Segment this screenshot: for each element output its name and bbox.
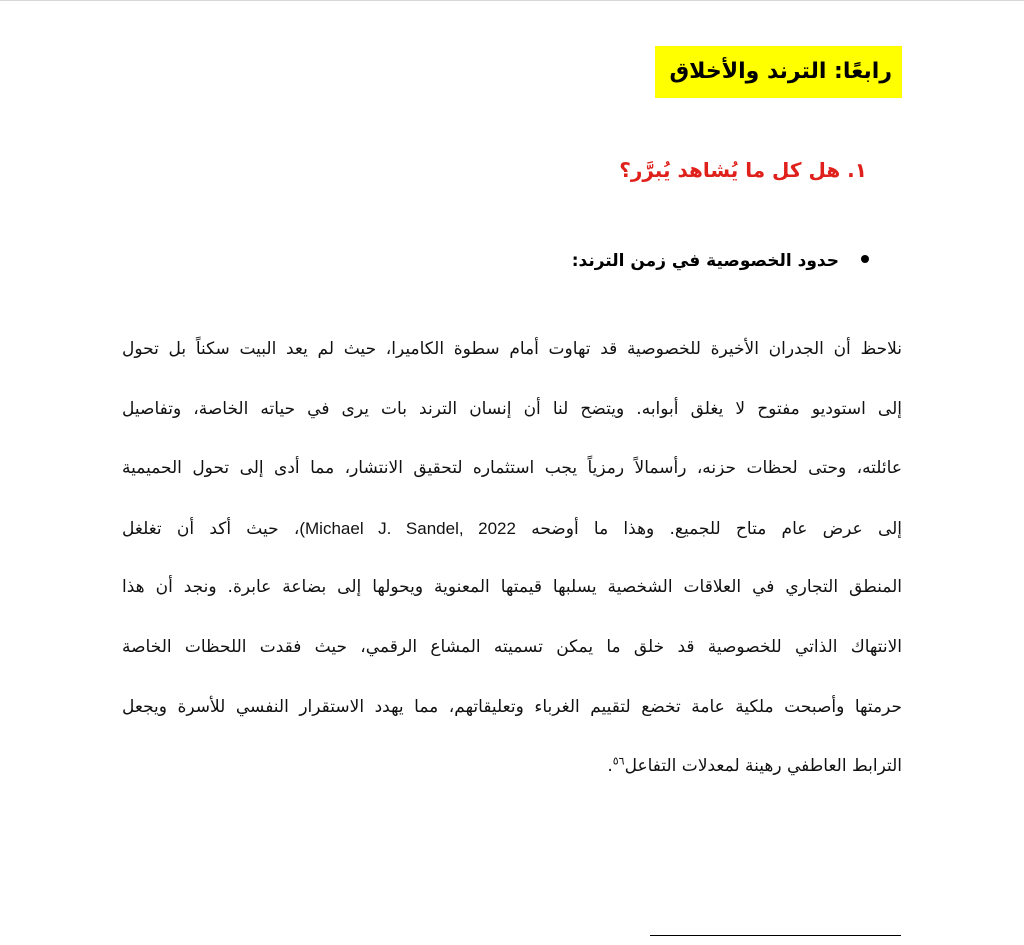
citation: (Michael J. Sandel, 2022	[299, 518, 516, 538]
body-paragraph	[122, 320, 902, 797]
subheading-question: ١. هل كل ما يُشاهد يُبرَّر؟	[619, 158, 867, 182]
paragraph-line-4-tail: ، حيث أكد أن تغلغل	[122, 518, 300, 539]
final-punctuation: .	[607, 756, 613, 777]
bullet-item	[572, 245, 869, 277]
paragraph-line-7: حرمتها وأصبحت ملكية عامة تخضع لتقييم الغرباء وتعليقاتهم، مما يهدد الاستقرار النفسي للأسرة ويجعل	[122, 696, 902, 717]
paragraph-line-4-text: إلى عرض عام متاح للجميع. وهذا ما أوضحه	[531, 518, 902, 539]
paragraph-line-8	[122, 737, 902, 797]
paragraph-line-3: عائلته، وحتى لحظات حزنه، رأسمالاً رمزياً يجب استثماره لتحقيق الانتشار، مما أدى إلى تحول الحميمية	[122, 458, 902, 479]
bullet-text: حدود الخصوصية في زمن الترند:	[571, 251, 839, 271]
footnote-separator	[650, 935, 901, 936]
section-title: رابعًا: الترند والأخلاق	[655, 46, 902, 98]
paragraph-line-4	[122, 499, 902, 559]
paragraph-line-1: نلاحظ أن الجدران الأخيرة للخصوصية قد تهاوت أمام سطوة الكاميرا، حيث لم يعد البيت سكناً بل تحول	[122, 339, 902, 359]
paragraph-line-8-text: الترابط العاطفي رهينة لمعدلات التفاعل	[624, 756, 902, 777]
paragraph-line-2: إلى استوديو مفتوح لا يغلق أبوابه. ويتضح لنا أن إنسان الترند بات يرى في حياته الخاصة، وتفاصيل	[122, 398, 902, 419]
footnote-reference[interactable]: ٥٦	[612, 754, 625, 768]
paragraph-line-6: الانتهاك الذاتي للخصوصية قد خلق ما يمكن تسميته المشاع الرقمي، حيث فقدت اللحظات الخاصة	[122, 636, 902, 657]
paragraph-line-5: المنطق التجاري في العلاقات الشخصية يسلبها قيمتها المعنوية ويحولها إلى بضاعة عابرة. ونجد أن هذا	[122, 577, 902, 598]
bullet-dot-icon	[861, 255, 869, 263]
